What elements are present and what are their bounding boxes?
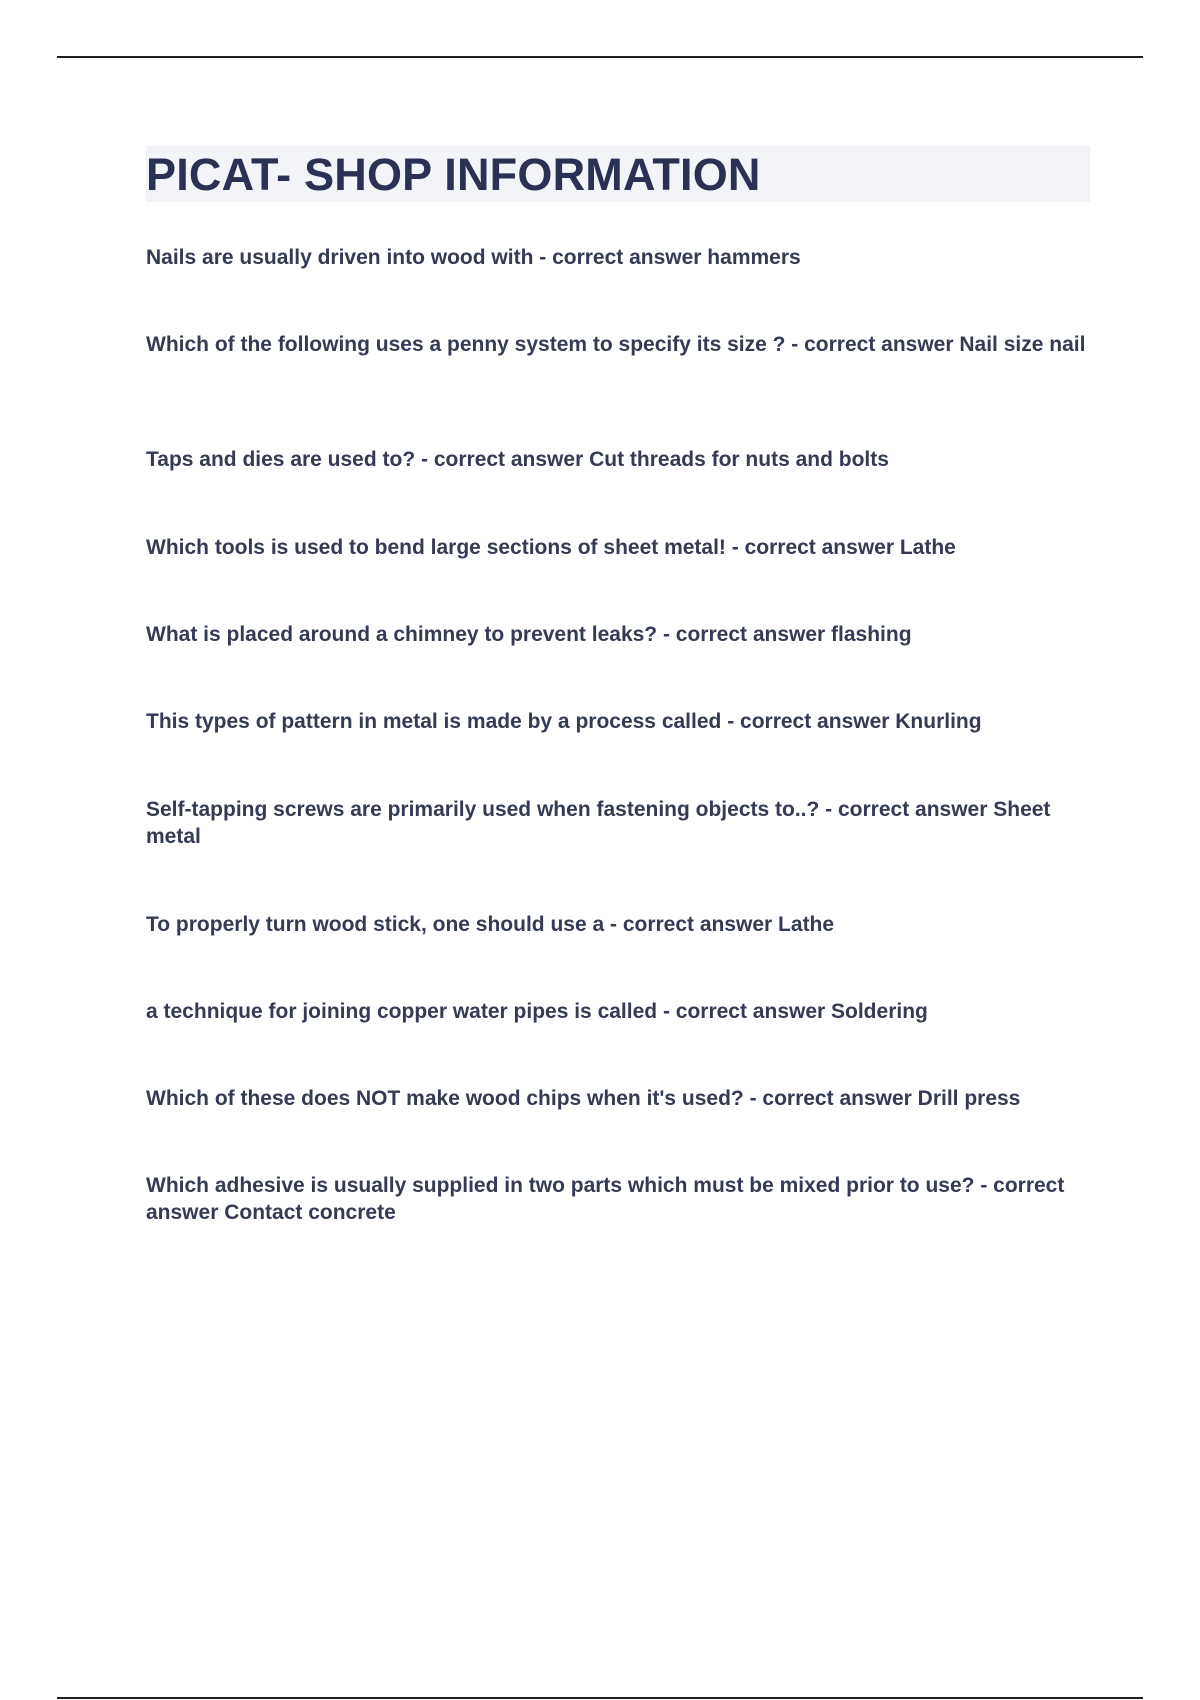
qa-item-10: Which of these does NOT make wood chips when it's used? - correct answer Drill press [146, 1087, 1021, 1110]
top-rule [57, 56, 1143, 58]
qa-item-5: What is placed around a chimney to prevent leaks? - correct answer flashing [146, 623, 912, 646]
qa-item-7: Self-tapping screws are primarily used when fastening objects to..? - correct answer Sheet metal [146, 798, 1051, 848]
document-body [146, 146, 1090, 1224]
qa-item-4: Which tools is used to bend large sections of sheet metal! - correct answer Lathe [146, 536, 956, 559]
qa-item-6: This types of pattern in metal is made by a process called - correct answer Knurling [146, 710, 982, 733]
qa-item-1: Nails are usually driven into wood with - correct answer hammers [146, 246, 801, 269]
bottom-rule [57, 1697, 1143, 1699]
title-band [146, 146, 1090, 202]
qa-item-3: Taps and dies are used to? - correct answer Cut threads for nuts and bolts [146, 448, 889, 471]
qa-item-11: Which adhesive is usually supplied in two parts which must be mixed prior to use? - correct answer Contact concrete [146, 1174, 1065, 1224]
qa-item-8: To properly turn wood stick, one should use a - correct answer Lathe [146, 913, 835, 936]
document-title: PICAT- SHOP INFORMATION [146, 148, 761, 200]
qa-item-2: Which of the following uses a penny system to specify its size ? - correct answer Nail size nail [146, 333, 1086, 356]
qa-item-9: a technique for joining copper water pipes is called - correct answer Soldering [146, 1000, 928, 1023]
